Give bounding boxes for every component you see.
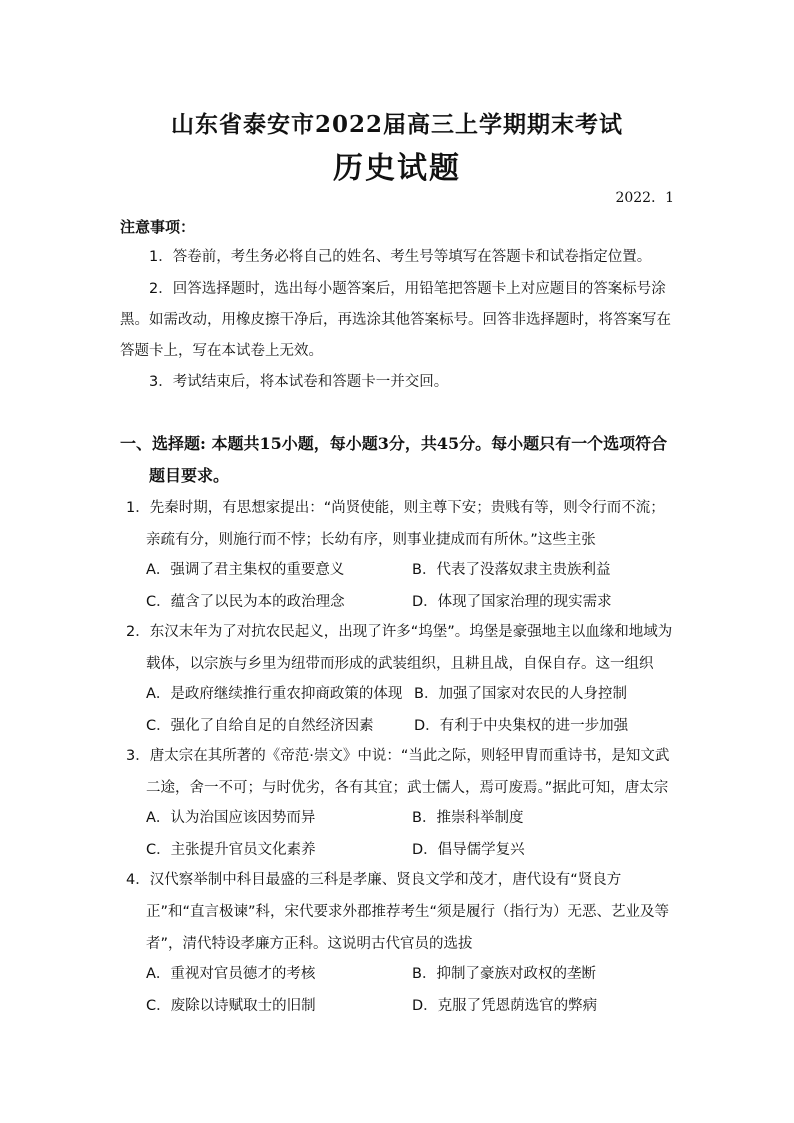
question-4 [126, 864, 676, 960]
question-2-option-a: A．是政府继续推行重农抑商政策的体现 [146, 686, 403, 702]
question-3-option-c: C．主张提升官员文化素养 [146, 842, 316, 858]
question-4-option-b: B．抑制了豪族对政权的垄断 [412, 966, 596, 982]
question-1-stem: 1．先秦时期，有思想家提出：“尚贤使能，则主尊下安；贵贱有等，则令行而不流；亲疏有分，则施行而不悖；长幼有序，则事业捷成而有所休。”这些主张 [126, 500, 665, 548]
exam-subject-title: 历史试题 [333, 151, 461, 186]
question-2-option-d: D．有利于中央集权的进一步加强 [414, 718, 629, 734]
question-2-stem: 2．东汉末年为了对抗农民起义，出现了许多“坞堡”。坞堡是豪强地主以血缘和地域为载体，以宗族与乡里为纽带而形成的武装组织，且耕且战，自保自存。这一组织 [126, 624, 673, 672]
notice-heading: 注意事项： [120, 218, 196, 236]
question-2-option-b: B．加强了国家对农民的人身控制 [414, 686, 627, 702]
question-3-option-d: D．倡导儒学复兴 [412, 842, 525, 858]
question-2 [126, 616, 676, 680]
question-1-option-d: D．体现了国家治理的现实需求 [412, 594, 612, 610]
question-4-stem: 4．汉代察举制中科目最盛的三科是孝廉、贤良文学和茂才，唐代设有“贤良方正”和“直言极谏”科，宋代要求外郡推荐考生“须是履行（指行为）无恶、艺业及等者”，清代特设孝廉方正科。这说明古代官员的选拔 [126, 872, 670, 952]
question-2-options [146, 678, 676, 742]
question-4-option-a: A．重视对官员德才的考核 [146, 966, 316, 982]
notice-item-3: 3．考试结束后，将本试卷和答题卡一并交回。 [149, 374, 449, 390]
question-3-option-a: A．认为治国应该因势而异 [146, 810, 316, 826]
question-1-option-c: C．蕴含了以民为本的政治理念 [146, 594, 345, 610]
question-3-stem: 3．唐太宗在其所著的《帝范·崇文》中说：“当此之际，则轻甲胄而重诗书，是知文武二途，舍一不可；与时优劣，各有其宜；武士儒人，焉可废焉。”据此可知，唐太宗 [126, 748, 670, 796]
question-3-options [146, 802, 676, 866]
notice-item-1: 1．答卷前，考生务必将自己的姓名、考生号等填写在答题卡和试卷指定位置。 [149, 249, 652, 265]
question-1 [126, 492, 676, 556]
question-4-option-c: C．废除以诗赋取士的旧制 [146, 998, 316, 1014]
exam-title: 山东省泰安市2022届高三上学期期末考试 [170, 111, 623, 138]
notice-item-2: 2．回答选择题时，选出每小题答案后，用铅笔把答题卡上对应题目的答案标号涂黑。如需改动，用橡皮擦干净后，再选涂其他答案标号。回答非选择题时，将答案写在答题卡上，写在本试卷上无效。 [120, 281, 671, 359]
section-heading-line2: 题目要求。 [149, 466, 230, 485]
question-1-options [146, 554, 676, 618]
question-3-option-b: B．推崇科举制度 [412, 810, 524, 826]
question-1-option-a: A．强调了君主集权的重要意义 [146, 562, 345, 578]
question-4-options [146, 958, 676, 1022]
question-4-option-d: D．克服了凭恩荫选官的弊病 [412, 998, 598, 1014]
section-heading [120, 428, 680, 492]
question-3 [126, 740, 676, 804]
exam-date: 2022．1 [615, 190, 674, 206]
question-1-option-b: B．代表了没落奴隶主贵族利益 [412, 562, 611, 578]
question-2-option-c: C．强化了自给自足的自然经济因素 [146, 718, 374, 734]
section-heading-line1: 一、选择题: 本题共15小题，每小题3分，共45分。每小题只有一个选项符合 [120, 434, 668, 453]
